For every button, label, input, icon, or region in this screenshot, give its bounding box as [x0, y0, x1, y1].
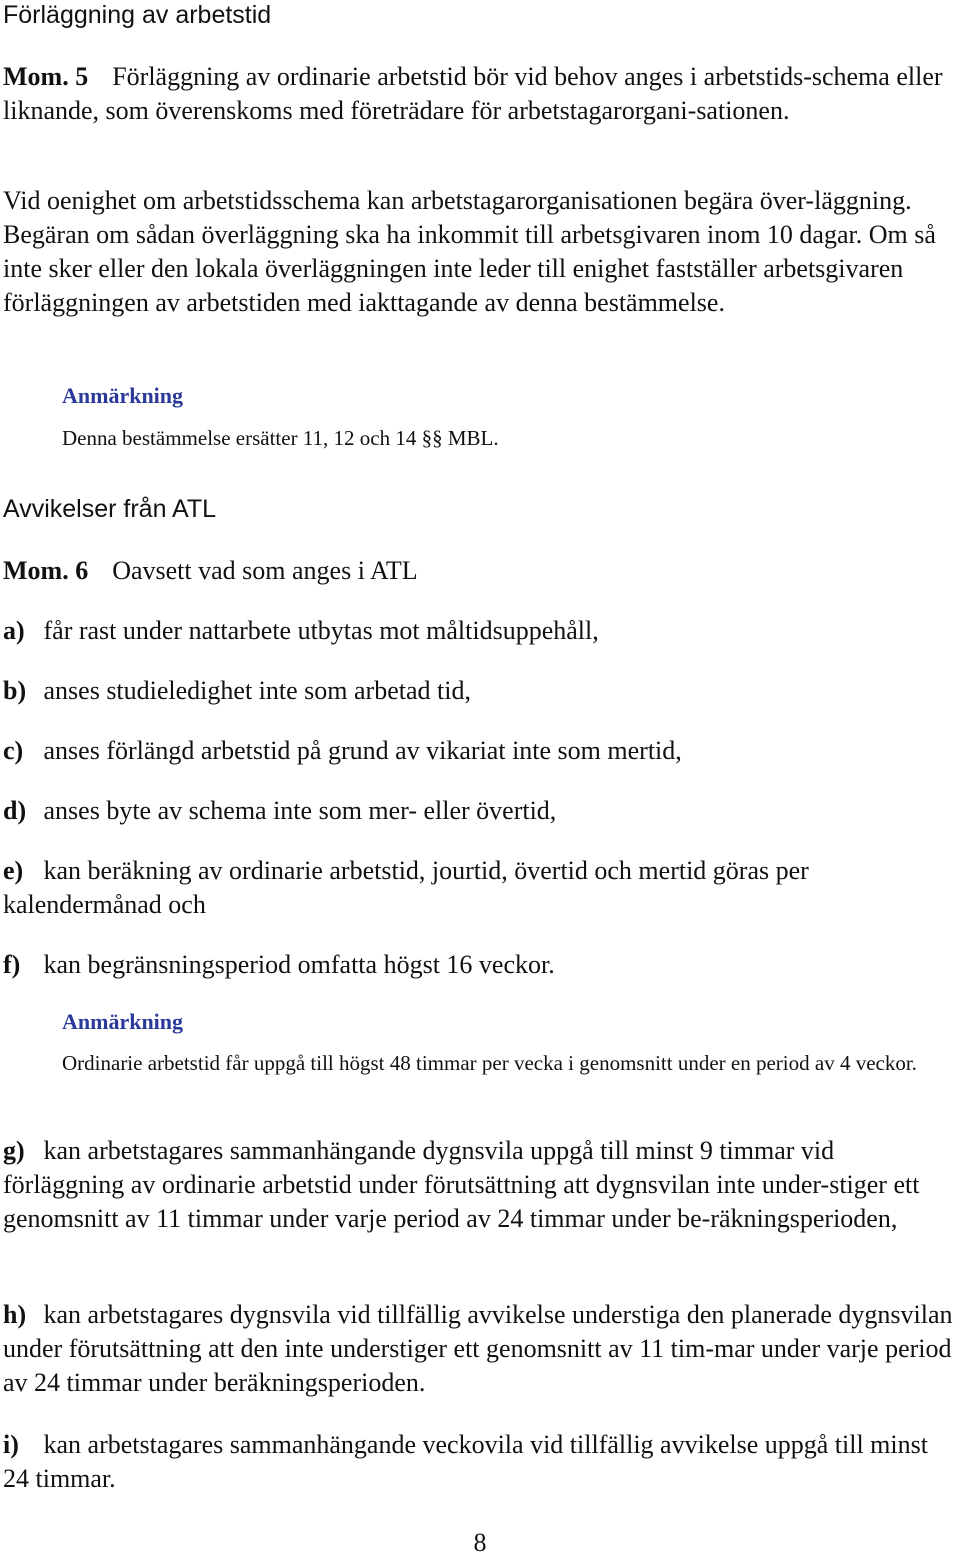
list-item-text: kan arbetstagares sammanhängande dygnsvila uppgå till minst 9 timmar vid förläggning av ordinarie arbetstid under förutsättning att dygnsvilan inte under-stiger ett genomsnitt av 11 timmar under varje period av 24 timmar under be-räkningsperioden,	[3, 1136, 920, 1233]
mom-label: Mom. 5	[3, 62, 89, 91]
list-item	[3, 614, 955, 648]
list-item-label: c)	[3, 736, 24, 765]
section-heading: Förläggning av arbetstid	[3, 1, 272, 29]
list-item	[3, 1298, 955, 1400]
list-item-label: g)	[3, 1136, 25, 1165]
list-item-text: kan begränsningsperiod omfatta högst 16 veckor.	[43, 950, 555, 979]
list-item	[3, 854, 955, 922]
section-heading: Avvikelser från ATL	[3, 495, 217, 523]
note-title: Anmärkning	[62, 1009, 184, 1034]
note-text: Ordinarie arbetstid får uppgå till högst 48 timmar per vecka i genomsnitt under en period av 4 veckor.	[62, 1051, 917, 1075]
list-item-label: f)	[3, 950, 21, 979]
list-item-text: kan arbetstagares dygnsvila vid tillfällig avvikelse understiga den planerade dygnsvilan under förutsättning att den inte understiger ett genomsnitt av 11 tim-mar under varje period av 24 timmar under beräkningsperioden.	[3, 1300, 953, 1397]
mom-label: Mom. 6	[3, 556, 89, 585]
list-item	[3, 734, 955, 768]
list-item-label: d)	[3, 796, 27, 825]
list-item-label: e)	[3, 856, 24, 885]
mom6-intro	[3, 554, 955, 588]
list-item	[3, 794, 955, 828]
list-item-label: b)	[3, 676, 27, 705]
list-item-text: anses förlängd arbetstid på grund av vikariat inte som mertid,	[43, 736, 682, 765]
list-item	[3, 674, 955, 708]
list-item-text: kan beräkning av ordinarie arbetstid, jourtid, övertid och mertid göras per kalendermånad och	[3, 856, 809, 919]
mom5-paragraph	[3, 60, 955, 128]
list-item-label: a)	[3, 616, 25, 645]
list-item-label: h)	[3, 1300, 27, 1329]
page-number: 8	[473, 1528, 487, 1557]
note-title: Anmärkning	[62, 383, 184, 408]
list-item-label: i)	[3, 1430, 19, 1459]
oenighet-paragraph: Vid oenighet om arbetstidsschema kan arbetstagarorganisationen begära över-läggning. Begäran om sådan överläggning ska ha inkommit till arbetsgivaren inom 10 dagar. Om så inte sker eller den lokala överläggningen inte leder till enighet fastställer arbetsgivaren förläggningen av arbetstiden med iakttagande av denna bestämmelse.	[3, 186, 936, 317]
mom5-text: Förläggning av ordinarie arbetstid bör vid behov anges i arbetstids-schema eller liknande, som överenskoms med företrädare för arbetstagarorgani-sationen.	[3, 62, 943, 125]
list-item-text: anses byte av schema inte som mer- eller övertid,	[43, 796, 557, 825]
list-item	[3, 948, 955, 982]
note-text: Denna bestämmelse ersätter 11, 12 och 14 §§ MBL.	[62, 426, 499, 450]
list-item-text: kan arbetstagares sammanhängande veckovila vid tillfällig avvikelse uppgå till minst 24 timmar.	[3, 1430, 928, 1493]
list-item	[3, 1428, 955, 1496]
list-item-text: får rast under nattarbete utbytas mot måltidsuppehåll,	[43, 616, 599, 645]
mom6-intro-text: Oavsett vad som anges i ATL	[112, 556, 418, 585]
list-item-text: anses studieledighet inte som arbetad tid,	[43, 676, 471, 705]
list-item	[3, 1134, 955, 1236]
